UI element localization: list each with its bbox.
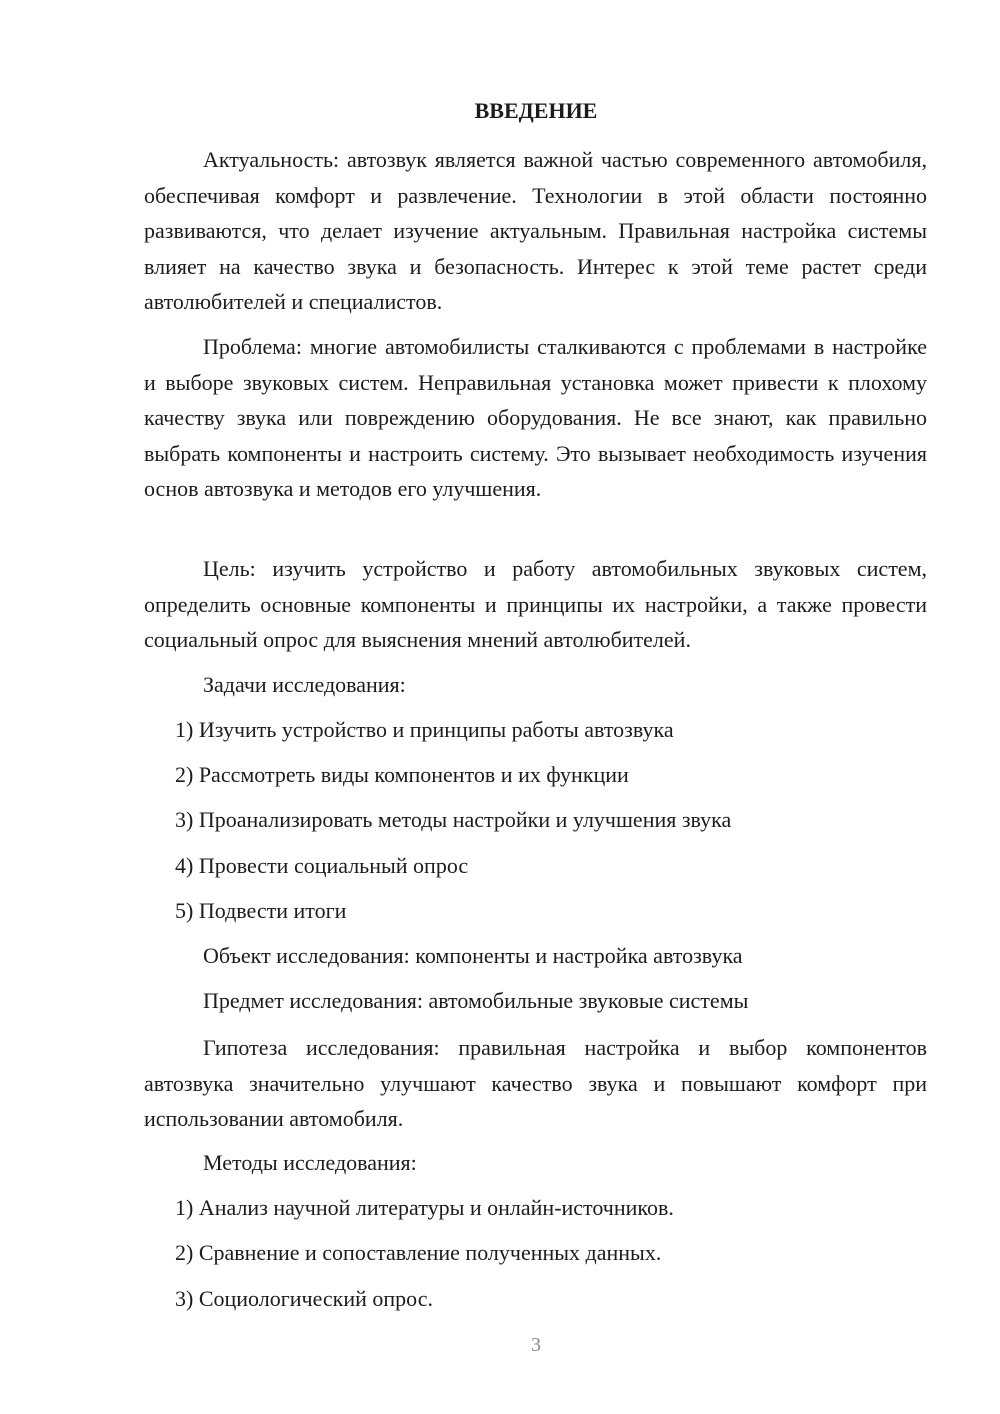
methods-heading: Методы исследования: (203, 1150, 417, 1175)
task-item: 3) Проанализировать методы настройки и улучшения звука (175, 807, 732, 832)
research-object: Объект исследования: компоненты и настройка автозвука (203, 943, 743, 968)
goal-paragraph: Цель: изучить устройство и работу автомобильных звуковых систем, определить основные компоненты и принципы их настройки, а также провести социальный опрос для выяснения мнений автолюбителей. (144, 556, 927, 652)
tasks-heading: Задачи исследования: (203, 672, 406, 697)
method-item: 2) Сравнение и сопоставление полученных данных. (175, 1240, 662, 1265)
relevance-paragraph: Актуальность: автозвук является важной частью современного автомобиля, обеспечивая комфорт и развлечение. Технологии в этой области постоянно развиваются, что делает изучение актуальным. Правильная настройка системы влияет на качество звука и безопасность. Интерес к этой теме растет среди автолюбителей и специалистов. (144, 147, 927, 314)
method-item: 1) Анализ научной литературы и онлайн-источников. (175, 1195, 674, 1220)
task-item: 4) Провести социальный опрос (175, 853, 469, 878)
research-subject: Предмет исследования: автомобильные звуковые системы (203, 988, 749, 1013)
hypothesis-paragraph: Гипотеза исследования: правильная настройка и выбор компонентов автозвука значительно улучшают качество звука и повышают комфорт при использовании автомобиля. (144, 1035, 927, 1131)
task-item: 2) Рассмотреть виды компонентов и их функции (175, 762, 629, 787)
method-item: 3) Социологический опрос. (175, 1286, 433, 1311)
page-number: 3 (531, 1334, 541, 1356)
task-item: 5) Подвести итоги (175, 898, 347, 923)
problem-paragraph: Проблема: многие автомобилисты сталкиваются с проблемами в настройке и выборе звуковых систем. Неправильная установка может привести к плохому качеству звука или повреждению оборудования. Не все знают, как правильно выбрать компоненты и настроить систему. Это вызывает необходимость изучения основ автозвука и методов его улучшения. (144, 334, 927, 501)
task-item: 1) Изучить устройство и принципы работы автозвука (175, 717, 674, 742)
section-title: ВВЕДЕНИЕ (474, 98, 598, 123)
